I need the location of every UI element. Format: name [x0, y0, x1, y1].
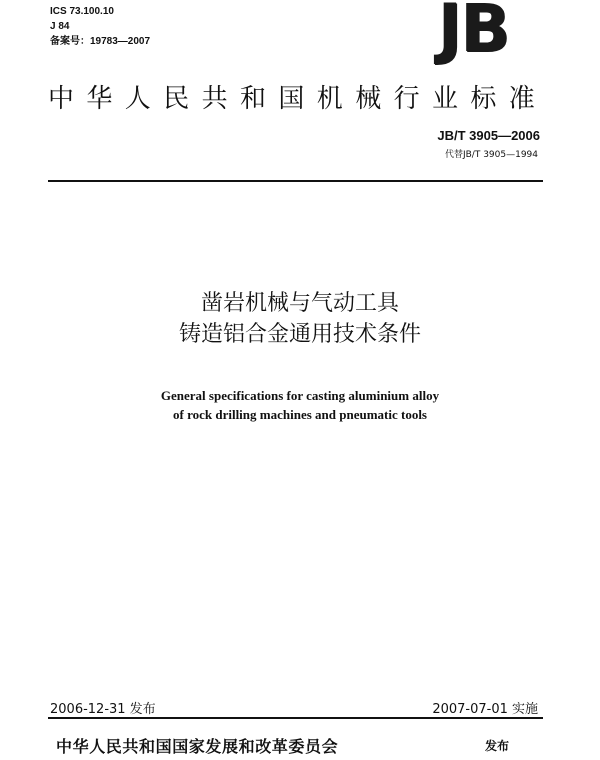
standard-metadata — [50, 4, 150, 49]
english-title — [0, 386, 600, 424]
english-title-line-1: General specifications for casting aluminium alloy — [160, 388, 440, 403]
jb-logo — [398, 0, 548, 67]
publisher-suffix: 发布 — [485, 739, 510, 753]
jb-logo-text: JB — [437, 0, 509, 67]
standard-number: JB/T 3905—2006 — [437, 128, 540, 143]
bottom-divider — [48, 717, 543, 719]
standard-type-title: 中华人民共和国机械行业标准 — [48, 84, 548, 114]
classification-code: J 84 — [50, 21, 70, 32]
chinese-title-line-1: 凿岩机械与气动工具 — [200, 291, 399, 316]
chinese-title-line-2: 铸造铝合金通用技术条件 — [178, 322, 421, 347]
publisher-name: 中华人民共和国国家发展和改革委员会 — [56, 737, 339, 756]
ics-code: ICS 73.100.10 — [50, 6, 114, 17]
issue-date: 2006-12-31 发布 — [50, 702, 156, 717]
chinese-title — [0, 288, 600, 350]
filing-number: 备案号：19783—2007 — [50, 36, 151, 47]
replaces-standard: 代替JB/T 3905—1994 — [444, 150, 538, 160]
implementation-date: 2007-07-01 实施 — [432, 702, 538, 717]
english-title-line-2: of rock drilling machines and pneumatic tools — [172, 407, 427, 422]
top-divider — [48, 180, 543, 182]
